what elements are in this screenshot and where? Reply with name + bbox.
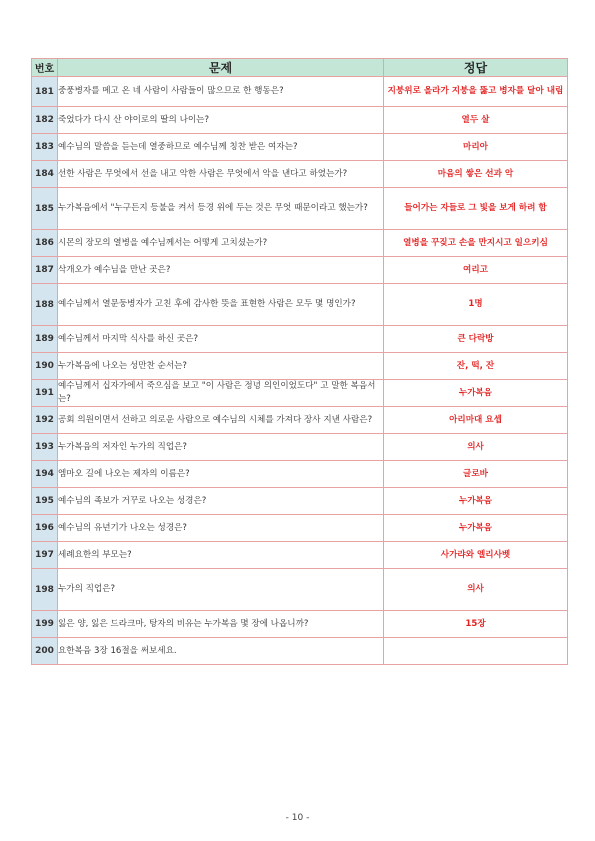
- row-answer: 사가랴와 엘리사벳: [384, 542, 568, 569]
- row-number: 186: [32, 230, 58, 257]
- row-question: 공회 의원이면서 선하고 의로운 사람으로 예수님의 시체를 가져다 장사 지낸 사람은?: [58, 407, 384, 434]
- table-row: [32, 230, 568, 257]
- table-row: [32, 434, 568, 461]
- row-answer: 15장: [384, 611, 568, 638]
- table-row: [32, 542, 568, 569]
- row-number: 194: [32, 461, 58, 488]
- table-row: [32, 407, 568, 434]
- row-answer: 열병을 꾸짖고 손을 만지시고 일으키심: [384, 230, 568, 257]
- row-answer: 의사: [384, 434, 568, 461]
- table-row: [32, 611, 568, 638]
- header-answer: 정답: [384, 59, 568, 77]
- row-answer: 누가복음: [384, 488, 568, 515]
- header-question: 문제: [58, 59, 384, 77]
- row-answer: 열두 살: [384, 107, 568, 134]
- row-question: 누가복음에 나오는 성만찬 순서는?: [58, 353, 384, 380]
- table-row: [32, 638, 568, 665]
- row-answer: 1명: [384, 284, 568, 326]
- table-header-row: [32, 59, 568, 77]
- row-question: 예수님께서 열문둥병자가 고친 후에 감사한 뜻을 표현한 사람은 모두 몇 명인가?: [58, 284, 384, 326]
- row-question: 누가의 직업은?: [58, 569, 384, 611]
- row-question: 예수님의 족보가 거꾸로 나오는 성경은?: [58, 488, 384, 515]
- table-row: [32, 284, 568, 326]
- row-number: 184: [32, 161, 58, 188]
- table-row: [32, 488, 568, 515]
- row-question: 선한 사람은 무엇에서 선을 내고 악한 사람은 무엇에서 악을 낸다고 하였는가?: [58, 161, 384, 188]
- row-number: 190: [32, 353, 58, 380]
- header-number: 번호: [32, 59, 58, 77]
- table-row: [32, 380, 568, 407]
- row-question: 죽었다가 다시 산 야이로의 딸의 나이는?: [58, 107, 384, 134]
- table-row: [32, 326, 568, 353]
- row-question: 요한복음 3장 16절을 써보세요.: [58, 638, 384, 665]
- table-row: [32, 353, 568, 380]
- row-number: 189: [32, 326, 58, 353]
- page-number: - 10 -: [285, 813, 310, 823]
- row-number: 183: [32, 134, 58, 161]
- row-question: 누가복음의 저자인 누가의 직업은?: [58, 434, 384, 461]
- row-answer: 큰 다락방: [384, 326, 568, 353]
- row-answer: 마음의 쌓은 선과 악: [384, 161, 568, 188]
- row-number: 200: [32, 638, 58, 665]
- row-number: 182: [32, 107, 58, 134]
- row-answer: 마리아: [384, 134, 568, 161]
- row-number: 181: [32, 77, 58, 107]
- row-number: 193: [32, 434, 58, 461]
- row-answer: 여리고: [384, 257, 568, 284]
- row-answer: 지붕위로 올라가 지붕을 뚫고 병자를 달아 내림: [384, 77, 568, 107]
- row-number: 185: [32, 188, 58, 230]
- row-answer: 아리마대 요셉: [384, 407, 568, 434]
- row-answer: 글로바: [384, 461, 568, 488]
- row-number: 192: [32, 407, 58, 434]
- row-number: 191: [32, 380, 58, 407]
- table-row: [32, 134, 568, 161]
- row-question: 중풍병자를 메고 온 네 사람이 사람들이 많으므로 한 행동은?: [58, 77, 384, 107]
- table-row: [32, 569, 568, 611]
- row-question: 시몬의 장모의 열병을 예수님께서는 어떻게 고치셨는가?: [58, 230, 384, 257]
- row-answer: 누가복음: [384, 380, 568, 407]
- row-number: 197: [32, 542, 58, 569]
- row-number: 187: [32, 257, 58, 284]
- row-question: 세례요한의 부모는?: [58, 542, 384, 569]
- row-number: 188: [32, 284, 58, 326]
- table-body: [32, 77, 568, 665]
- table-row: [32, 461, 568, 488]
- row-answer: 누가복음: [384, 515, 568, 542]
- row-question: 예수님의 유년기가 나오는 성경은?: [58, 515, 384, 542]
- row-answer: 잔, 떡, 잔: [384, 353, 568, 380]
- row-question: 잃은 양, 잃은 드라크마, 탕자의 비유는 누가복음 몇 장에 나옵니까?: [58, 611, 384, 638]
- row-number: 195: [32, 488, 58, 515]
- table-row: [32, 515, 568, 542]
- row-question: 예수님께서 십자가에서 죽으심을 보고 "이 사람은 정녕 의인이었도다" 고 말한 복음서는?: [58, 380, 384, 407]
- row-question: 예수님의 말씀을 듣는데 열중하므로 예수님께 칭찬 받은 여자는?: [58, 134, 384, 161]
- table-row: [32, 188, 568, 230]
- row-answer: 들어가는 자들로 그 빛을 보게 하려 함: [384, 188, 568, 230]
- row-answer: [384, 638, 568, 665]
- table-row: [32, 107, 568, 134]
- row-question: 삭개오가 예수님을 만난 곳은?: [58, 257, 384, 284]
- row-question: 예수님께서 마지막 식사를 하신 곳은?: [58, 326, 384, 353]
- row-question: 엠마오 길에 나오는 제자의 이름은?: [58, 461, 384, 488]
- row-answer: 의사: [384, 569, 568, 611]
- row-number: 198: [32, 569, 58, 611]
- table-row: [32, 161, 568, 188]
- quiz-table: [31, 58, 568, 665]
- row-number: 199: [32, 611, 58, 638]
- table-row: [32, 257, 568, 284]
- row-number: 196: [32, 515, 58, 542]
- row-question: 누가복음에서 "누구든지 등불을 켜서 등경 위에 두는 것은 무엇 때문이라고 했는가?: [58, 188, 384, 230]
- table-row: [32, 77, 568, 107]
